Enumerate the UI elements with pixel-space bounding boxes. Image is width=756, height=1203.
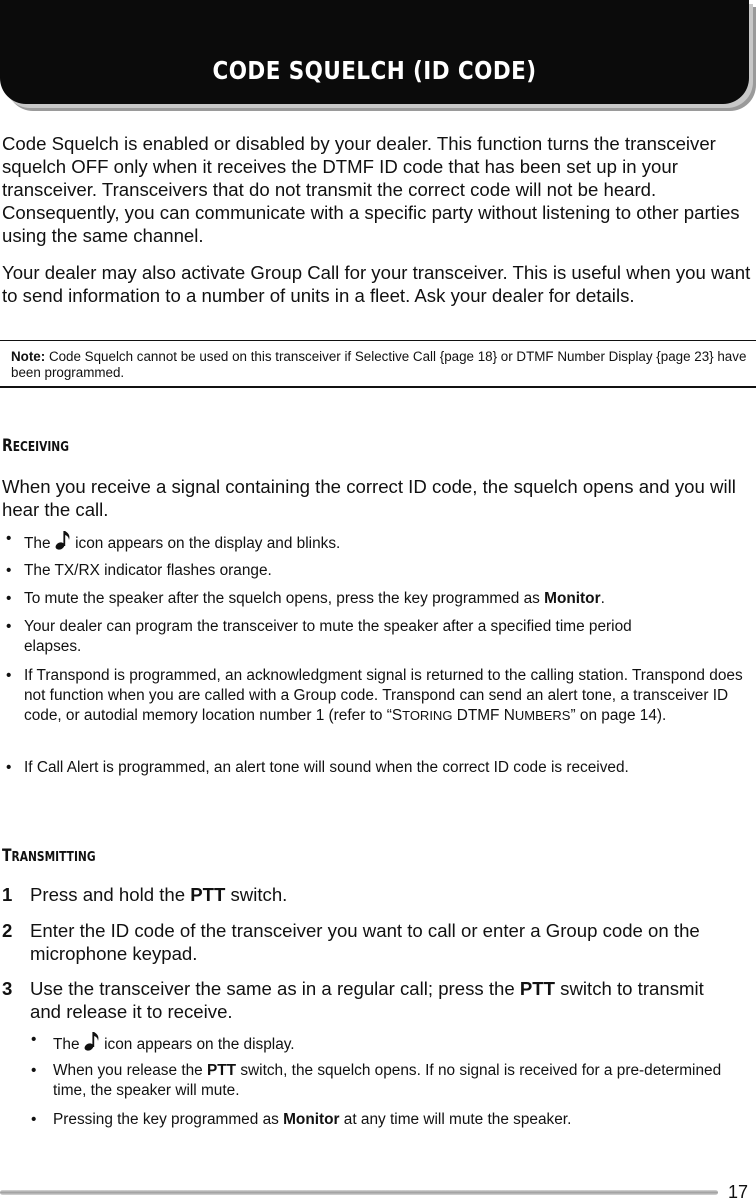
list-item: • The TX/RX indicator flashes orange. bbox=[6, 562, 272, 579]
note-body: Code Squelch cannot be used on this transceiver if Selective Call {page 18} or DTMF Number Display {page 23} have been programmed. bbox=[11, 349, 747, 380]
step-2: 2 Enter the ID code of the transceiver you want to call or enter a Group code on the microphone keypad. bbox=[2, 920, 700, 964]
receiving-bullets bbox=[0, 529, 756, 554]
footer-divider bbox=[0, 1190, 718, 1195]
receiving-intro: When you receive a signal containing the correct ID code, the squelch opens and you will hear the call. bbox=[2, 476, 736, 520]
music-note-icon bbox=[55, 529, 71, 551]
section-heading-receiving: RECEIVING bbox=[2, 436, 69, 456]
list-item: • Your dealer can program the transceiver to mute the speaker after a specified time period elapses. bbox=[6, 618, 632, 655]
section-heading-transmitting: TRANSMITTING bbox=[2, 846, 96, 866]
music-note-icon bbox=[84, 1030, 100, 1052]
note-box bbox=[0, 340, 756, 388]
list-item: • The icon appears on the display and blinks. bbox=[6, 530, 341, 552]
list-item: • To mute the speaker after the squelch opens, press the key programmed as Monitor. bbox=[6, 590, 605, 607]
list-item: • The icon appears on the display. bbox=[31, 1031, 295, 1053]
note-label: Note: bbox=[11, 349, 46, 364]
intro-paragraph-1: Code Squelch is enabled or disabled by your dealer. This function turns the transceiver squelch OFF only when it receives the DTMF ID code that has been set up in your transceiver. Transceivers that do not transmit the correct code will not be heard. Consequently, you can communicate with a specific party without listening to other parties using the same channel. bbox=[2, 133, 740, 246]
page-number: 17 bbox=[728, 1182, 749, 1202]
list-item: • When you release the PTT switch, the squelch opens. If no signal is received for a pre-determined time, the speaker will mute. bbox=[31, 1062, 722, 1099]
intro-paragraph-2: Your dealer may also activate Group Call for your transceiver. This is useful when you want to send information to a number of units in a fleet. Ask your dealer for details. bbox=[2, 262, 751, 306]
step-3: 3 Use the transceiver the same as in a regular call; press the PTT switch to transmit and release it to receive. bbox=[2, 978, 704, 1022]
list-item: • If Call Alert is programmed, an alert tone will sound when the correct ID code is received. bbox=[6, 759, 629, 776]
list-item: • Pressing the key programmed as Monitor at any time will mute the speaker. bbox=[31, 1111, 572, 1128]
title-banner bbox=[0, 0, 749, 104]
list-item: • If Transpond is programmed, an acknowledgment signal is returned to the calling station. Transpond does not function when you are called with a Group code. Transpond can send an alert tone, a transceiver ID code, or autodial memory location number 1 (refer to “STORING DTMF NUMBERS” on page 14). bbox=[6, 667, 743, 724]
note-text bbox=[11, 349, 751, 381]
step-1: 1 Press and hold the PTT switch. bbox=[2, 884, 288, 905]
page-title: CODE SQUELCH (ID CODE) bbox=[212, 56, 537, 85]
